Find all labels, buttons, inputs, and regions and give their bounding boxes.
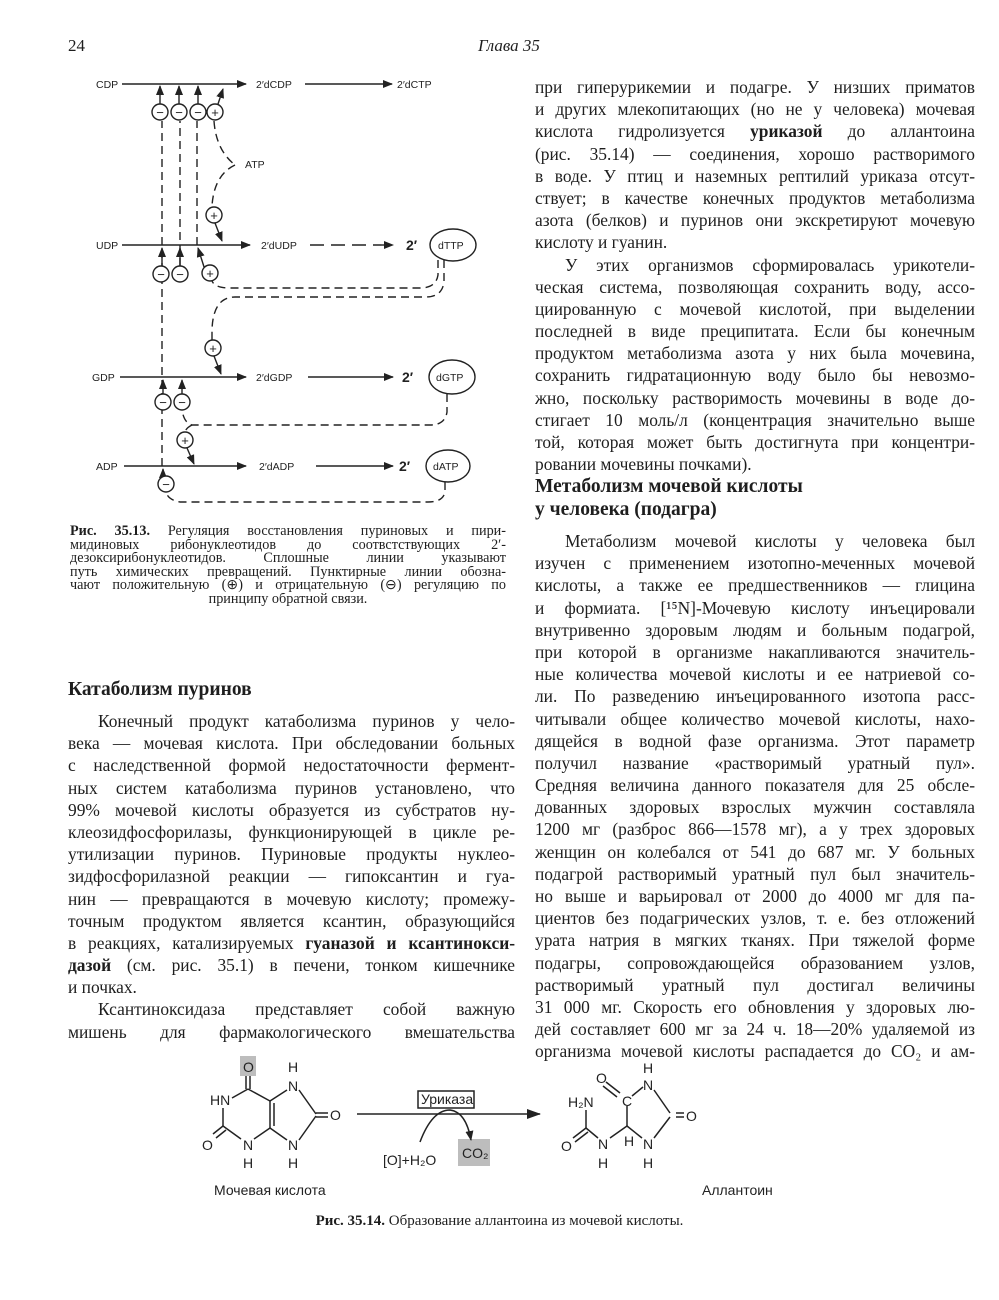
label-dctp: 2′dCTP <box>397 79 432 91</box>
text-segment: века — мочевая кислота. При обследовании больных <box>68 733 515 754</box>
caption-text: Образование аллантоина из мочевой кислоты. <box>385 1213 684 1229</box>
text-segment: Регуляция восстановления пуриновых и пири- <box>150 525 506 539</box>
text-segment: циированную с мочевой кислотой, при выделении <box>535 298 975 319</box>
text-segment: принципу обратной связи. <box>208 592 368 607</box>
text-segment: последней в виде преципитата. Если бы конечным <box>535 321 975 342</box>
text-segment: подагрой растворимый уратный пул был значитель- <box>535 863 975 884</box>
plus-sign: + <box>181 433 189 448</box>
page-number: 24 <box>68 36 85 55</box>
figure-35-14-caption <box>0 1213 999 1230</box>
text-segment: изучен с применением изотопно-меченных мочевой <box>535 553 975 574</box>
text-segment: Средняя величина данного показателя для 25 обсле- <box>535 775 975 796</box>
atom: H <box>643 1060 654 1076</box>
text-segment: утилизации пуринов. Пуриновые продукты нуклео- <box>68 844 515 865</box>
text-segment: Ксантиноксидаза представляет собой важную <box>98 999 515 1020</box>
enzyme-label: Уриказа <box>421 1091 474 1107</box>
atom: N <box>288 1137 299 1153</box>
atom: N <box>288 1078 299 1094</box>
text-segment: чают положительную (⊕) и отрицательную (⊖) регуляцию по <box>70 579 506 593</box>
label-cdp: CDP <box>96 79 119 91</box>
label-dudp: 2′dUDP <box>261 240 297 252</box>
plus-sign: + <box>210 208 218 223</box>
prime-label: 2′ <box>406 237 418 253</box>
atom: H <box>288 1059 299 1075</box>
atom: H₂N <box>568 1094 594 1110</box>
minus-sign: − <box>178 395 186 410</box>
text-segment: но выше и варьировал от 2000 до 4000 мг для па- <box>535 886 975 906</box>
section-heading-uric-acid-metabolism-line2: у человека (подагра) <box>535 499 717 520</box>
atom: H <box>598 1155 609 1171</box>
text-segment: Метаболизм мочевой кислоты у человека был <box>565 531 975 551</box>
text-segment: растворимый уратный пул достигал величины <box>535 974 975 995</box>
text-segment: женщин он колебался от 541 до 687 мг. У больных <box>535 841 975 862</box>
label-dgdp: 2′dGDP <box>256 372 293 384</box>
text-segment: циентов без подагрических узлов, т. е. без отложений <box>535 908 975 929</box>
text-segment: азота (белков) и пуринов они экскретируют мочевую <box>535 210 975 231</box>
bold-term: Рис. 35.13. <box>70 525 150 539</box>
text-segment: 1200 мг (разброс 866—1578 мг), а у трех здоровых <box>535 819 975 840</box>
prime-label: 2′ <box>402 369 414 385</box>
atom: C <box>622 1093 633 1109</box>
atom: H <box>643 1155 654 1171</box>
text-segment: (см. рис. 35.1) в печени, тонком кишечнике <box>111 955 515 976</box>
plus-sign: + <box>209 341 217 356</box>
text-segment: продуктом метаболизма азота у них была мочевина, <box>535 343 975 364</box>
text-segment: мишень для фармакологического вмешательства <box>68 1021 515 1042</box>
text-segment: ческая система, позволяющая сохранить воду, ассо- <box>535 276 975 297</box>
minus-sign: − <box>162 477 170 492</box>
figure-number: Рис. 35.14. <box>315 1213 386 1229</box>
label-dadp: 2′dADP <box>259 461 295 473</box>
uric-acid-label: Мочевая кислота <box>214 1182 326 1198</box>
atom: H <box>288 1155 299 1171</box>
text-segment: кислота гидролизуется <box>535 121 751 142</box>
uric-acid-bonds <box>213 1076 540 1142</box>
minus-sign: − <box>157 267 165 282</box>
atom: O <box>243 1059 254 1075</box>
atom: HN <box>210 1092 231 1108</box>
text-segment: в воде. У птиц и наземных рептилий уриказа отсут- <box>535 165 975 186</box>
text-segment: стигает 10 моль/л (концентрация значительно выше <box>535 409 975 430</box>
text-segment: ствует; в качестве конечных продуктов метаболизма <box>535 187 975 208</box>
text-segment: сохранить гидратационную воду было бы невозмо- <box>535 365 975 386</box>
text-segment: при которой в организме накапливаются значитель- <box>535 641 975 662</box>
text-segment: подагры, сопровождающейся образованием узлов, <box>535 952 975 973</box>
running-head: Глава 35 <box>478 36 540 55</box>
text-segment: в реакциях, катализируемых <box>68 932 306 953</box>
atom: O <box>561 1138 572 1154</box>
atom: O <box>596 1070 607 1086</box>
text-segment: с наследственной формой недостаточности фермент- <box>68 755 515 776</box>
text-segment: жно, поскольку растворимость мочевины в воде до- <box>535 387 975 408</box>
minus-sign: − <box>194 105 202 120</box>
text-segment: клеозидфосфорилазы, функционирующей в цикле ре- <box>68 821 515 842</box>
section-heading-uric-acid-metabolism: Метаболизм мочевой кислоты <box>535 476 803 497</box>
bold-term: гуаназой и ксантинокси- <box>305 932 515 953</box>
label-dttp: dTTP <box>438 240 464 252</box>
text-segment: и формиата. [¹⁵N]-Мочевую кислоту инъецировали <box>535 597 975 618</box>
text-segment: (рис. 35.14) — соединения, хорошо растворимого <box>535 143 975 164</box>
label-adp: ADP <box>96 461 118 473</box>
text-segment: при гиперурикемии и подагре. У низших приматов <box>535 77 975 97</box>
text-segment: 31 000 мг. Скорость его обновления у здоровых лю- <box>535 996 975 1017</box>
text-segment: ных систем катаболизма пуринов установлено, что <box>68 777 515 798</box>
label-datp: dATP <box>433 461 459 473</box>
label-dgtp: dGTP <box>436 372 464 384</box>
text-segment: путь химических превращений. Пунктирные линии обозна- <box>70 565 506 580</box>
atom: H <box>243 1155 254 1171</box>
minus-sign: − <box>156 105 164 120</box>
text-segment: нин — превращаются в мочевую кислоту; промежу- <box>68 888 515 909</box>
text-segment: У этих организмов сформировалась урикотели- <box>565 254 975 275</box>
text-segment: дей составляет 600 мг за 24 ч. 18—20% удаляемой из <box>535 1019 975 1040</box>
label-udp: UDP <box>96 240 119 252</box>
allantoin-label: Аллантоин <box>702 1182 773 1198</box>
text-segment: 99% мочевой кислоты образуется из субстратов ну- <box>68 799 515 820</box>
prime-label: 2′ <box>399 458 411 474</box>
text-segment: кислоту и гуанин. <box>535 232 668 253</box>
atom: O <box>202 1137 213 1153</box>
text-segment: и других млекопитающих (но не у человека) мочевая <box>535 99 975 120</box>
text-segment: точным продуктом является ксантин, образующийся <box>68 910 515 931</box>
text-segment: получил название «растворимый уратный пул». <box>535 752 975 773</box>
atom: O <box>686 1108 697 1124</box>
text-segment: дящейся в водной фазе организма. Этот параметр <box>535 730 975 751</box>
text-segment: ли. По разведению инъецированного изотопа расс- <box>535 686 975 707</box>
text-segment: кислоты, а также ее предшественников — глицина <box>535 575 975 596</box>
text-segment: зидфосфорилазной реакции — гипоксантин и гуа- <box>68 866 515 887</box>
text-segment: мидиновых рибонуклеотидов до соотвстствующих 2′- <box>70 538 506 553</box>
atom: N <box>643 1136 654 1152</box>
plus-sign: + <box>211 105 219 120</box>
atom: H <box>624 1133 635 1149</box>
atom: N <box>598 1136 609 1152</box>
byproduct-label: CO₂ <box>462 1145 489 1161</box>
plus-sign: + <box>206 266 214 281</box>
text-segment: той, которая может быть достигнута при концентри- <box>535 432 975 452</box>
text-segment: и почках. <box>68 977 137 998</box>
minus-sign: − <box>159 395 167 410</box>
section-heading-purine-catabolism: Катаболизм пуринов <box>68 679 252 700</box>
text-segment: ные количества мочевой кислоты и ее натриевой со- <box>535 664 975 685</box>
reagents-label: [O]+H₂O <box>383 1152 437 1168</box>
text-segment: Конечный продукт катаболизма пуринов у чело- <box>98 711 515 731</box>
text-segment: ровании мочевины почками). <box>535 454 752 475</box>
minus-sign: − <box>176 267 184 282</box>
text-segment: дезоксирибонуклеотидов. Сплошные линии указывают <box>70 552 506 566</box>
label-dcdp: 2′dCDP <box>256 79 292 91</box>
bold-term: дазой <box>68 955 112 976</box>
text-segment: читывали общее количество мочевой кислоты, нахо- <box>535 708 975 729</box>
text-segment: до аллантоина <box>822 121 975 142</box>
atom: N <box>243 1137 254 1153</box>
text-segment: внутривенно здоровым людям и больным подагрой, <box>535 619 975 640</box>
text-segment: урата натрия в мягких тканях. При тяжелой форме <box>535 930 975 951</box>
text-segment: организма мочевой кислоты распадается до CO₂ и ам- <box>535 1041 975 1062</box>
label-atp: ATP <box>245 159 265 171</box>
atom: O <box>330 1107 341 1123</box>
label-gdp: GDP <box>92 372 115 384</box>
minus-sign: − <box>175 105 183 120</box>
atom: N <box>643 1077 654 1093</box>
text-segment: дованных здоровых взрослых мужчин составляла <box>535 797 975 818</box>
bold-term: уриказой <box>750 121 823 142</box>
